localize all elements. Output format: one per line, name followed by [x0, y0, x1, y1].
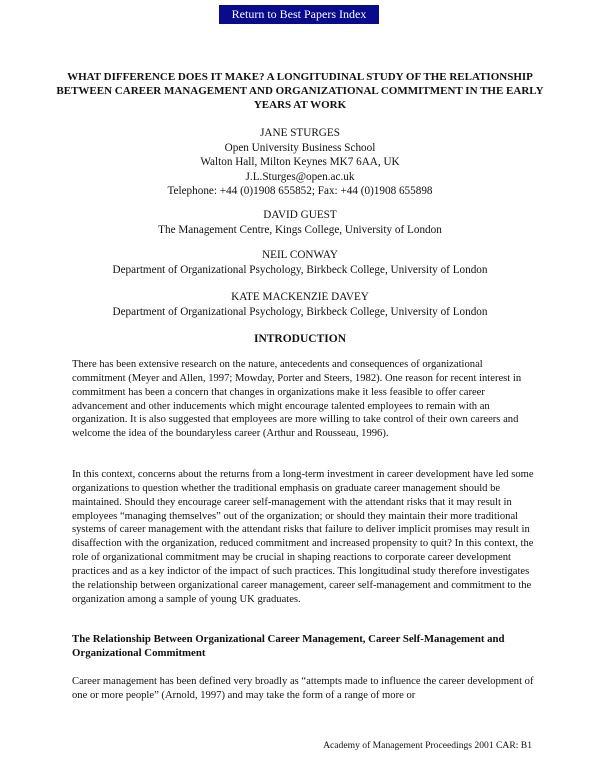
section-subheading: The Relationship Between Organizational Career Management, Career Self-Management and Organizational Commitment [72, 633, 505, 659]
author-email: J.L.Sturges@open.ac.uk [245, 170, 355, 183]
return-to-best-papers-button[interactable]: Return to Best Papers Index [219, 5, 379, 24]
author-phone: Telephone: +44 (0)1908 655852; Fax: +44 (0)1908 655898 [167, 185, 433, 197]
introduction-heading: INTRODUCTION [253, 333, 346, 345]
body-paragraph-2: In this context, concerns about the returns from a long-term investment in career development have led some organizations to question whether the traditional emphasis on graduate career management should be maintained. Should they encourage career self-management with the attendant risks that it may result in employees “managing themselves” out of the organization; or should they maintain their more traditional systems of career management with the attendant risks that failure to deliver implicit promises may result in disaffection with the organization, reduced commitment and increased propensity to quit? In this context, the role of organizational commitment may be crucial in shaping reactions to corporate career development practices and as a key indictor of the impact of such practices. This longitudinal study therefore investigates the relationship between organizational career management, career self-management and commitment to the organization among a sample of young UK graduates. [72, 469, 534, 605]
author-affiliation: Department of Organizational Psychology, Birkbeck College, University of London [112, 263, 488, 276]
author-name: NEIL CONWAY [262, 249, 338, 261]
paper-title: WHAT DIFFERENCE DOES IT MAKE? A LONGITUDINAL STUDY OF THE RELATIONSHIP BETWEEN CAREER MANAGEMENT AND ORGANIZATIONAL COMMITMENT IN THE EARLY YEARS AT WORK [56, 71, 544, 111]
author-name: JANE STURGES [260, 127, 340, 139]
author-block-sturges [0, 126, 600, 199]
author-block-mackenzie-davey [0, 290, 600, 319]
author-affiliation: Open University Business School [224, 141, 376, 154]
author-name: KATE MACKENZIE DAVEY [231, 291, 369, 303]
body-paragraph-1: There has been extensive research on the nature, antecedents and consequences of organizational commitment (Meyer and Allen, 1997; Mowday, Porter and Steers, 1982). One reason for recent interest in commitment has been a concern that changes in organizations make it less feasible to offer career advancement and other inducements which might encourage talented employees to remain with an organization. It is also suggested that employees are more willing to take control of their own careers and welcome the idea of the boundaryless career (Arthur and Rousseau, 1996). [72, 359, 522, 440]
author-block-guest [0, 208, 600, 237]
author-block-conway [0, 248, 600, 277]
author-affiliation: The Management Centre, Kings College, University of London [158, 223, 442, 236]
page-footer: Academy of Management Proceedings 2001 CAR: B1 [323, 740, 532, 751]
author-affiliation: Department of Organizational Psychology, Birkbeck College, University of London [112, 305, 488, 318]
author-name: DAVID GUEST [263, 209, 337, 221]
body-paragraph-3: Career management has been defined very broadly as “attempts made to influence the career development of one or more people” (Arnold, 1997) and may take the form of a range of more or [72, 676, 534, 701]
author-address: Walton Hall, Milton Keynes MK7 6AA, UK [200, 156, 400, 168]
